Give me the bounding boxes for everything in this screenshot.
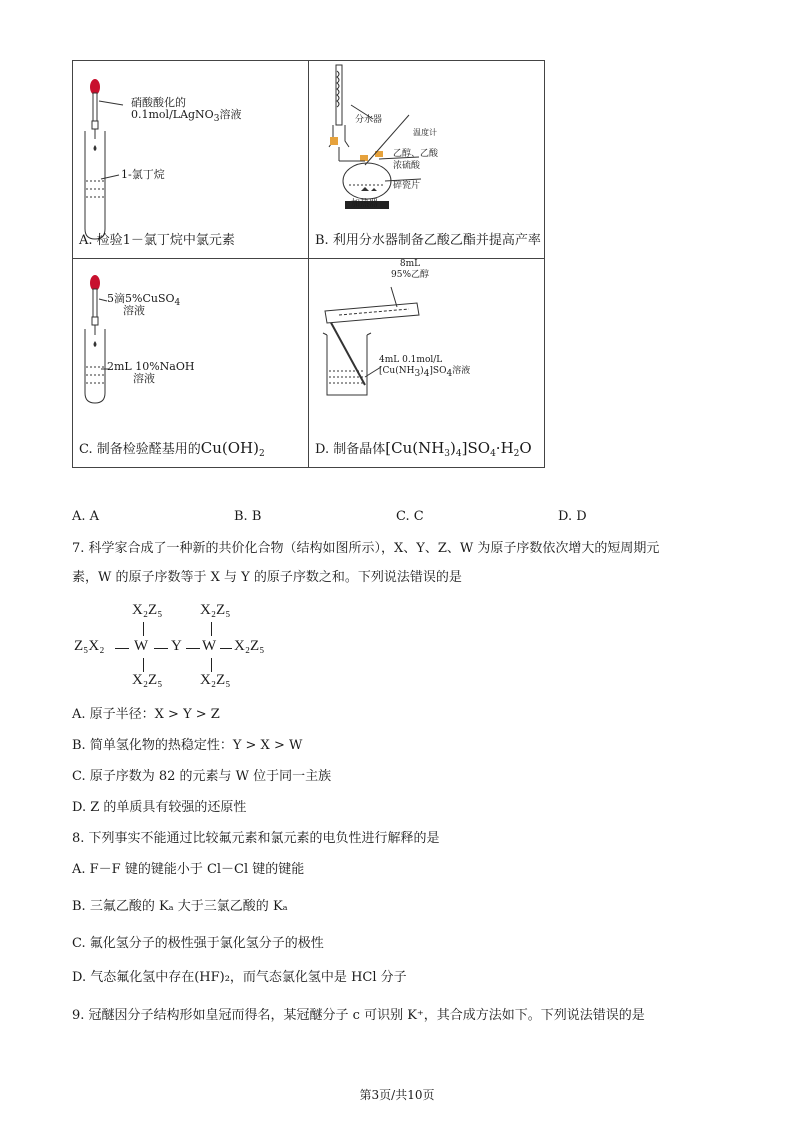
q8-option-a: A. F－F 键的键能小于 Cl－Cl 键的键能 xyxy=(72,862,305,877)
label-mix2: 浓硫酸 xyxy=(393,161,421,171)
label-mix1: 乙醇、乙酸 xyxy=(393,149,439,159)
struct-w1: W xyxy=(134,638,149,654)
struct-mid-right: X₂Z₅ xyxy=(234,638,265,654)
label-separator: 分水器 xyxy=(355,115,383,125)
struct-y: Y xyxy=(171,638,182,654)
cell-c xyxy=(73,258,309,467)
q6-option-c: C. C xyxy=(396,509,424,524)
q9-stem: 9. 冠醚因分子结构形如皇冠而得名，某冠醚分子 c 可识别 K⁺，其合成方法如下。下列说法错误的是 xyxy=(72,1008,645,1023)
struct-top-left: X₂Z₅ xyxy=(132,602,163,618)
caption-a: A. 检验1－氯丁烷中氯元素 xyxy=(79,232,235,248)
struct-top-right: X₂Z₅ xyxy=(200,602,231,618)
q7-option-b: B. 简单氢化物的热稳定性：Y > X > W xyxy=(72,738,303,753)
struct-w2: W xyxy=(202,638,217,654)
ester-apparatus-diagram xyxy=(309,61,559,221)
q8-option-b: B. 三氟乙酸的 Kₐ 大于三氯乙酸的 Kₐ xyxy=(72,899,288,914)
liquid-label: 1-氯丁烷 xyxy=(121,168,165,181)
cell-d xyxy=(309,258,545,467)
struct-bot-left: X₂Z₅ xyxy=(132,672,163,688)
caption-d: D. 制备晶体$[Cu(NH_3)_4]SO_4\cdot H_2O$ xyxy=(315,439,532,459)
label-thermometer: 温度计 xyxy=(413,128,437,137)
cell-a xyxy=(73,61,309,259)
reagent-label-c: 5滴5%CuSO$_4$ 溶液 xyxy=(107,291,181,317)
q6-option-d: D. D xyxy=(558,509,587,524)
structure-diagram xyxy=(72,600,292,692)
liquid-label-c: 2mL 10%NaOH 溶液 xyxy=(107,359,195,385)
q7-stem-line1: 7. 科学家合成了一种新的共价化合物（结构如图所示），X、Y、Z、W 为原子序数依次增大的短周期元 xyxy=(72,541,660,556)
caption-b: B. 利用分水器制备乙酸乙酯并提高产率 xyxy=(315,232,541,248)
label-ethanol: 8mL 95%乙醇 xyxy=(391,258,430,280)
struct-mid-left: Z₅X₂ xyxy=(74,638,105,654)
cell-b xyxy=(309,61,545,259)
q6-option-b: B. B xyxy=(234,509,262,524)
q7-option-d: D. Z 的单质具有较强的还原性 xyxy=(72,800,247,815)
label-chips: 碎瓷片 xyxy=(393,181,421,191)
label-solution: 4mL 0.1mol/L $[Cu(NH_3)_4]SO_4$溶液 xyxy=(379,354,471,379)
page-footer: 第3页/共10页 xyxy=(359,1088,435,1102)
q6-option-a: A. A xyxy=(72,509,100,524)
q8-option-c: C. 氟化氢分子的极性强于氯化氢分子的极性 xyxy=(72,936,324,951)
q7-option-c: C. 原子序数为 82 的元素与 W 位于同一主族 xyxy=(72,769,332,784)
caption-c: C. 制备检验醛基用的$Cu(OH)_2$ xyxy=(79,439,265,459)
test-tube-dropper-diagram xyxy=(73,61,163,251)
crystal-prep-diagram xyxy=(309,259,559,419)
q8-option-d: D. 气态氟化氢中存在(HF)₂，而气态氯化氢中是 HCl 分子 xyxy=(72,970,407,985)
label-heater: 加热器 xyxy=(351,199,379,209)
q7-stem-line2: 素，W 的原子序数等于 X 与 Y 的原子序数之和。下列说法错误的是 xyxy=(72,570,462,585)
struct-bot-right: X₂Z₅ xyxy=(200,672,231,688)
experiment-table xyxy=(72,60,545,468)
reagent-label: 硝酸酸化的 0.1mol/LAgNO$_3$溶液 xyxy=(131,96,242,124)
q8-stem: 8. 下列事实不能通过比较氟元素和氯元素的电负性进行解释的是 xyxy=(72,831,440,846)
q7-option-a: A. 原子半径：X > Y > Z xyxy=(72,707,220,722)
cuoh2-tube-diagram xyxy=(73,259,163,439)
